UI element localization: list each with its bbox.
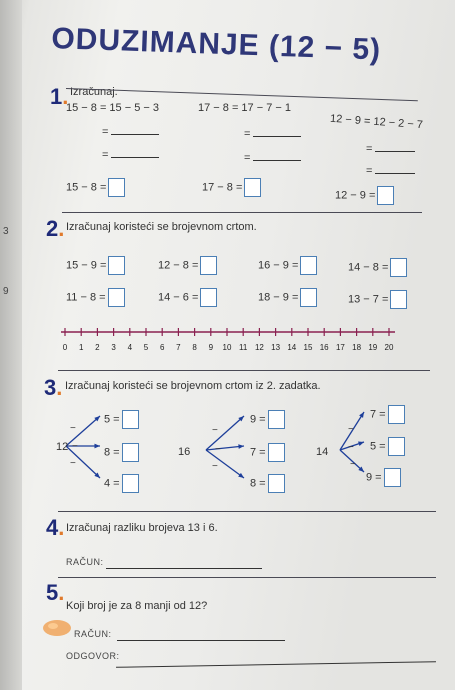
answer-box[interactable] [384,468,401,487]
diagram2-target-1: 9 = [250,410,285,429]
minus-sign: − [348,424,354,435]
diagram2-target-2: 7 = [250,443,285,462]
task1-col1-final: 15 − 8 = [66,178,125,197]
task2-eq-7: 18 − 9 = [258,288,317,307]
task5-top-rule [58,577,436,578]
task1-col1-line1: 15 − 8 = 15 − 5 − 3 [66,102,159,114]
task4-racun-label: RAČUN: [66,557,104,567]
answer-box[interactable] [390,290,407,309]
task2-eq-1: 15 − 9 = [66,256,125,275]
minus-sign: − [212,425,218,436]
task1-col2-final: 17 − 8 = [202,178,261,197]
number-line-label: 11 [239,343,248,352]
number-line-label: 5 [143,343,149,352]
answer-blank[interactable] [375,164,415,174]
task3-instruction: Izračunaj koristeći se brojevnom crtom iz 2. zadatka. [65,380,321,392]
task2-instruction: Izračunaj koristeći se brojevnom crtom. [66,221,257,233]
diagram3-target-3: 9 = [366,468,401,487]
diagram1-target-3: 4 = [104,474,139,493]
task2-eq-6: 14 − 6 = [158,288,217,307]
number-line-label: 17 [335,343,345,352]
minus-sign: − [350,459,356,470]
number-line-label: 19 [368,343,378,352]
answer-box[interactable] [268,443,285,462]
number-line-label: 10 [222,343,232,352]
task2-eq-2: 12 − 8 = [158,256,217,275]
number-line-label: 9 [208,343,214,352]
arrow-head [358,442,364,446]
answer-box[interactable] [268,410,285,429]
diagram2-source: 16 [178,446,191,458]
side-mark-2: 9 [3,286,9,297]
answer-box[interactable] [390,258,407,277]
answer-blank[interactable] [253,151,301,161]
task5-odgovor-label: ODGOVOR: [66,651,120,661]
task1-col2-line2: = [244,127,301,140]
task5-racun-label: RAČUN: [74,629,112,639]
number-line-label: 18 [352,343,362,352]
answer-box[interactable] [388,437,405,456]
task5-instruction: Koji broj je za 8 manji od 12? [66,600,208,612]
number-line-label: 14 [287,343,297,352]
task4-number: 4. [46,515,65,540]
task1-col3-line1: 12 − 9 = 12 − 2 − 7 [329,112,424,132]
task4-answer-line[interactable] [106,568,262,569]
number-line-label: 2 [95,343,100,352]
number-line-label: 1 [78,343,84,352]
answer-box[interactable] [108,256,125,275]
number-line-label: 20 [384,343,394,352]
diagram3-target-1: 7 = [370,405,405,424]
diagram2-target-3: 8 = [250,474,285,493]
answer-box[interactable] [122,474,139,493]
number-line-label: 4 [127,343,133,352]
task2-eq-5: 11 − 8 = [66,288,125,307]
minus-sign: − [212,461,218,472]
task1-col1-line3: = [102,148,159,161]
task4-instruction: Izračunaj razliku brojeva 13 i 6. [66,522,218,534]
number-line-label: 8 [192,343,197,352]
answer-box[interactable] [122,410,139,429]
answer-box[interactable] [108,288,125,307]
diagram1-target-2: 8 = [104,443,139,462]
number-line-label: 16 [319,343,329,352]
diagram-arrow [206,446,244,450]
answer-blank[interactable] [375,142,415,152]
page-binding [0,0,22,690]
side-mark-1: 3 [3,226,9,237]
answer-box[interactable] [244,178,261,197]
task1-col3-line3: = [366,164,415,177]
minus-sign: − [72,441,78,452]
number-line-label: 12 [254,343,264,352]
diagram1-source: 12 [56,441,69,453]
answer-box[interactable] [200,288,217,307]
task2-top-rule [62,212,422,213]
answer-blank[interactable] [111,148,159,158]
task4-top-rule [58,511,436,512]
task1-col3-final: 12 − 9 = [335,186,394,205]
task2-eq-8: 13 − 7 = [348,290,407,309]
answer-blank[interactable] [111,125,159,135]
task1-col3-line2: = [366,142,415,155]
page-title: ODUZIMANJE (12 − 5) [50,22,382,67]
number-line [55,322,405,358]
task2-eq-3: 16 − 9 = [258,256,317,275]
task1-col2-line3: = [244,151,301,164]
minus-sign: − [70,423,76,434]
diagram1-target-1: 5 = [104,410,139,429]
arrow-head [94,444,100,449]
answer-box[interactable] [388,405,405,424]
answer-box[interactable] [122,443,139,462]
number-line-label: 0 [62,343,68,352]
task1-instruction: Izračunaj. [70,86,118,98]
answer-box[interactable] [108,178,125,197]
task2-eq-4: 14 − 8 = [348,258,407,277]
task3-top-rule [58,370,430,371]
answer-box[interactable] [268,474,285,493]
number-line-label: 3 [111,343,116,352]
task2-number: 2. [46,216,65,241]
task1-number: 1. [50,84,69,109]
number-line-label: 15 [303,343,313,352]
minus-sign: − [70,458,76,469]
diagram3-source: 14 [316,446,329,458]
number-line-label: 13 [271,343,281,352]
answer-box[interactable] [300,256,317,275]
diagram3-target-2: 5 = [370,437,405,456]
number-line-label: 6 [159,343,165,352]
task1-col2-line1: 17 − 8 = 17 − 7 − 1 [198,102,291,114]
answer-box[interactable] [377,186,394,205]
minus-sign: − [348,442,354,453]
task5-racun-line[interactable] [117,640,285,641]
task5-number: 5. [46,580,65,605]
number-line-label: 7 [176,343,181,352]
task1-col1-line2: = [102,125,159,138]
calculator-icon [40,617,74,639]
answer-box[interactable] [200,256,217,275]
task3-number: 3. [44,375,63,400]
minus-sign: − [215,444,221,455]
answer-blank[interactable] [253,127,301,137]
answer-box[interactable] [300,288,317,307]
